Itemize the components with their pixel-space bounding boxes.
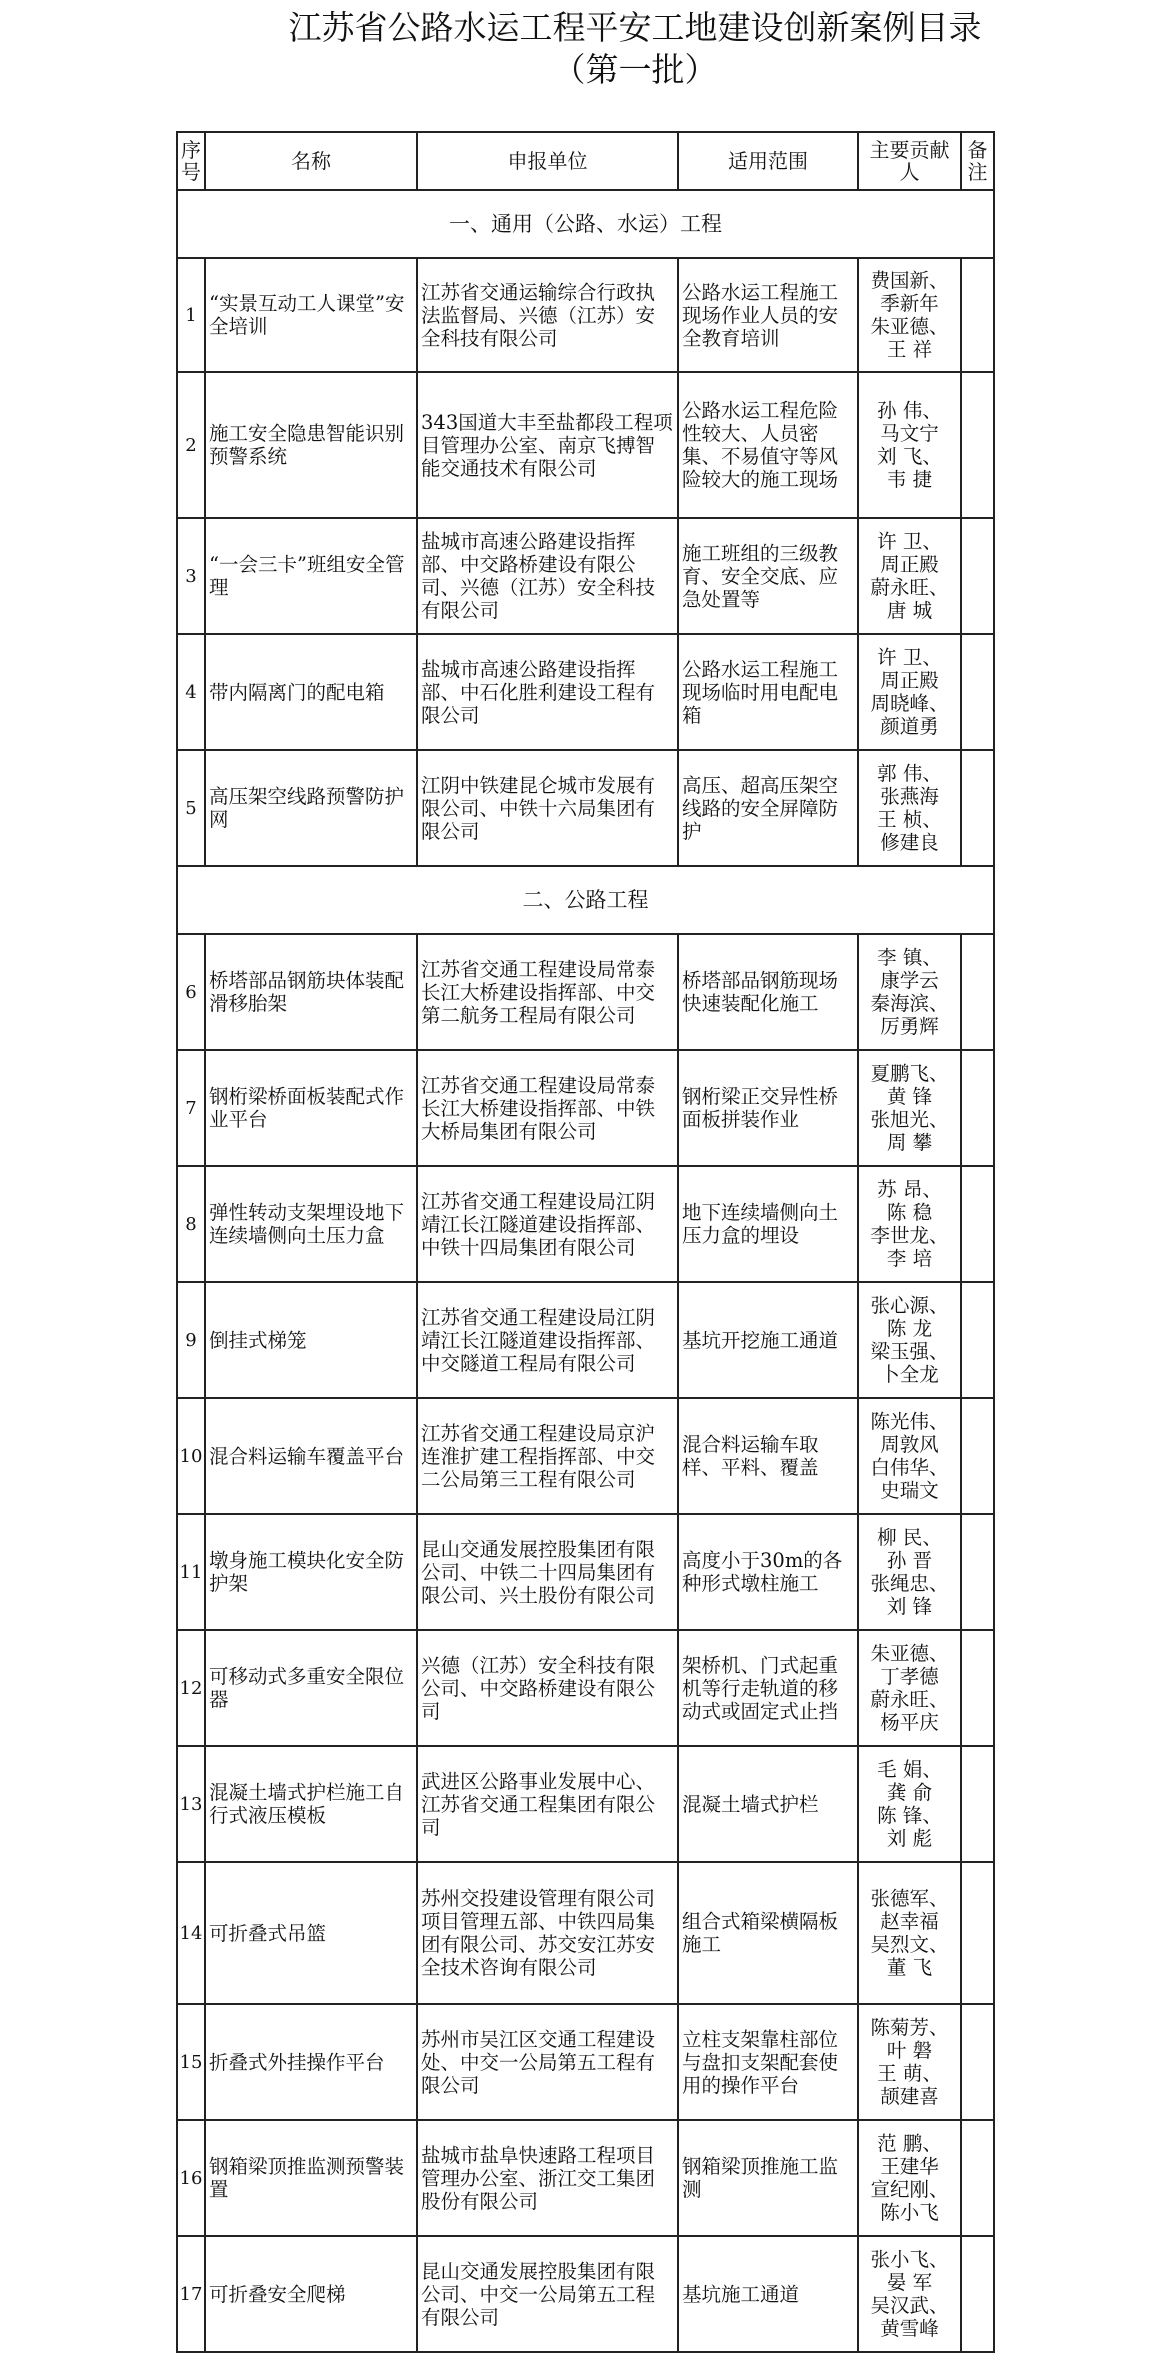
- contributor-name: 蔚永旺、: [870, 1688, 949, 1711]
- cell-remark: [961, 634, 994, 750]
- cell-remark: [961, 1514, 994, 1630]
- cell-scope: 架桥机、门式起重机等行走轨道的移动式或固定式止挡: [678, 1630, 858, 1746]
- cell-scope: 立柱支架靠柱部位与盘扣支架配套使用的操作平台: [678, 2004, 858, 2120]
- contributor-name: 许 卫、: [877, 646, 942, 669]
- cell-no: 9: [177, 1282, 205, 1398]
- section-row-highway: [177, 866, 994, 934]
- cell-unit: 343国道大丰至盐都段工程项目管理办公室、南京飞搏智能交通技术有限公司: [417, 372, 678, 518]
- header-remark: 备注: [961, 132, 994, 190]
- cell-unit: 江阴中铁建昆仑城市发展有限公司、中铁十六局集团有限公司: [417, 750, 678, 866]
- cell-people: [858, 372, 961, 518]
- cell-name: 钢桁梁桥面板装配式作业平台: [205, 1050, 417, 1166]
- contributor-name: 王 桢、: [877, 808, 942, 831]
- cell-no: 7: [177, 1050, 205, 1166]
- table-row: [177, 1166, 994, 1282]
- cell-unit: 江苏省交通工程建设局常泰长江大桥建设指挥部、中铁大桥局集团有限公司: [417, 1050, 678, 1166]
- contributor-name: 刘 彪: [886, 1827, 933, 1850]
- page-subtitle: （第一批）: [552, 50, 718, 89]
- cell-people: [858, 1746, 961, 1862]
- contributor-name: 周 攀: [886, 1131, 933, 1154]
- contributor-name: 卜全龙: [880, 1363, 939, 1386]
- table-header-row: [177, 132, 994, 190]
- contributor-name: 费国新、: [870, 269, 949, 292]
- contributor-name: 丁孝德: [880, 1665, 939, 1688]
- case-table: [176, 131, 995, 2353]
- contributor-name: 朱亚德、: [870, 315, 949, 338]
- cell-people: [858, 1630, 961, 1746]
- contributor-name: 张燕海: [880, 785, 939, 808]
- contributor-name: 杨平庆: [880, 1711, 939, 1734]
- contributor-name: 季新年: [880, 292, 939, 315]
- cell-name: 高压架空线路预警防护网: [205, 750, 417, 866]
- cell-scope: 公路水运工程施工现场作业人员的安全教育培训: [678, 258, 858, 372]
- table-row: [177, 1862, 994, 2004]
- contributor-name: 王 萌、: [877, 2062, 942, 2085]
- cell-people: [858, 1050, 961, 1166]
- cell-name: “一会三卡”班组安全管理: [205, 518, 417, 634]
- contributor-name: 周正殿: [880, 669, 939, 692]
- cell-people: [858, 518, 961, 634]
- table-row: [177, 1282, 994, 1398]
- contributor-name: 刘 飞、: [877, 445, 942, 468]
- cell-people: [858, 750, 961, 866]
- cell-no: 4: [177, 634, 205, 750]
- cell-people: [858, 2236, 961, 2352]
- contributor-name: 周正殿: [880, 553, 939, 576]
- cell-remark: [961, 372, 994, 518]
- contributor-name: 王 祥: [886, 338, 933, 361]
- contributor-name: 刘 锋: [886, 1595, 933, 1618]
- contributor-name: 苏 昂、: [877, 1178, 942, 1201]
- cell-remark: [961, 258, 994, 372]
- cell-no: 12: [177, 1630, 205, 1746]
- cell-scope: 桥塔部品钢筋现场快速装配化施工: [678, 934, 858, 1050]
- contributor-name: 李 镇、: [877, 946, 942, 969]
- contributor-name: 周晓峰、: [870, 692, 949, 715]
- contributor-name: 赵幸福: [880, 1910, 939, 1933]
- cell-people: [858, 2120, 961, 2236]
- table-row: [177, 1746, 994, 1862]
- table-row: [177, 1398, 994, 1514]
- contributor-name: 修建良: [880, 831, 939, 854]
- cell-remark: [961, 1398, 994, 1514]
- cell-unit: 盐城市高速公路建设指挥部、中石化胜利建设工程有限公司: [417, 634, 678, 750]
- cell-remark: [961, 2236, 994, 2352]
- cell-no: 17: [177, 2236, 205, 2352]
- contributor-name: 宣纪刚、: [870, 2178, 949, 2201]
- cell-no: 13: [177, 1746, 205, 1862]
- table-row: [177, 372, 994, 518]
- cell-remark: [961, 750, 994, 866]
- table-row: [177, 1630, 994, 1746]
- contributor-name: 孙 晋: [886, 1549, 933, 1572]
- table-row: [177, 2120, 994, 2236]
- contributor-name: 陈 锋、: [877, 1804, 942, 1827]
- cell-name: “实景互动工人课堂”安全培训: [205, 258, 417, 372]
- table-row: [177, 1050, 994, 1166]
- section-title: 一、通用（公路、水运）工程: [177, 190, 994, 258]
- cell-no: 15: [177, 2004, 205, 2120]
- cell-people: [858, 258, 961, 372]
- cell-name: 墩身施工模块化安全防护架: [205, 1514, 417, 1630]
- contributor-name: 颜道勇: [880, 715, 939, 738]
- cell-people: [858, 1166, 961, 1282]
- table-row: [177, 750, 994, 866]
- cell-unit: 苏州交投建设管理有限公司项目管理五部、中铁四局集团有限公司、苏交安江苏安全技术咨询有限公司: [417, 1862, 678, 2004]
- cell-name: 混合料运输车覆盖平台: [205, 1398, 417, 1514]
- cell-unit: 昆山交通发展控股集团有限公司、中交一公局第五工程有限公司: [417, 2236, 678, 2352]
- cell-people: [858, 1862, 961, 2004]
- cell-scope: 钢箱梁顶推施工监测: [678, 2120, 858, 2236]
- contributor-name: 龚 俞: [886, 1781, 933, 1804]
- contributor-name: 陈光伟、: [870, 1410, 949, 1433]
- contributor-name: 许 卫、: [877, 530, 942, 553]
- cell-name: 可移动式多重安全限位器: [205, 1630, 417, 1746]
- cell-no: 10: [177, 1398, 205, 1514]
- table-row: [177, 1514, 994, 1630]
- contributor-name: 郭 伟、: [877, 762, 942, 785]
- cell-people: [858, 1282, 961, 1398]
- cell-no: 16: [177, 2120, 205, 2236]
- cell-no: 6: [177, 934, 205, 1050]
- cell-name: 带内隔离门的配电箱: [205, 634, 417, 750]
- contributor-name: 马文宁: [880, 422, 939, 445]
- cell-no: 2: [177, 372, 205, 518]
- contributor-name: 白伟华、: [870, 1456, 949, 1479]
- contributor-name: 张绳忠、: [870, 1572, 949, 1595]
- cell-no: 14: [177, 1862, 205, 2004]
- cell-people: [858, 1398, 961, 1514]
- cell-name: 折叠式外挂操作平台: [205, 2004, 417, 2120]
- contributor-name: 李世龙、: [870, 1224, 949, 1247]
- cell-people: [858, 2004, 961, 2120]
- contributor-name: 王建华: [880, 2155, 939, 2178]
- contributor-name: 陈 龙: [886, 1317, 933, 1340]
- cell-remark: [961, 1282, 994, 1398]
- contributor-name: 毛 娟、: [877, 1758, 942, 1781]
- section-row-general: [177, 190, 994, 258]
- cell-name: 倒挂式梯笼: [205, 1282, 417, 1398]
- contributor-name: 张心源、: [870, 1294, 949, 1317]
- contributor-name: 张小飞、: [870, 2248, 949, 2271]
- contributor-name: 韦 捷: [886, 468, 933, 491]
- contributor-name: 陈菊芳、: [870, 2016, 949, 2039]
- table-row: [177, 2004, 994, 2120]
- cell-remark: [961, 2120, 994, 2236]
- cell-scope: 高压、超高压架空线路的安全屏障防护: [678, 750, 858, 866]
- contributor-name: 晏 军: [886, 2271, 933, 2294]
- cell-name: 施工安全隐患智能识别预警系统: [205, 372, 417, 518]
- cell-scope: 基坑开挖施工通道: [678, 1282, 858, 1398]
- cell-scope: 钢桁梁正交异性桥面板拼装作业: [678, 1050, 858, 1166]
- page-title: 江苏省公路水运工程平安工地建设创新案例目录: [288, 8, 982, 47]
- contributor-name: 夏鹏飞、: [870, 1062, 949, 1085]
- contributor-name: 周敦风: [880, 1433, 939, 1456]
- cell-people: [858, 934, 961, 1050]
- cell-remark: [961, 934, 994, 1050]
- cell-unit: 江苏省交通工程建设局江阴靖江长江隧道建设指挥部、中铁十四局集团有限公司: [417, 1166, 678, 1282]
- cell-scope: 公路水运工程施工现场临时用电配电箱: [678, 634, 858, 750]
- cell-people: [858, 634, 961, 750]
- table-row: [177, 2236, 994, 2352]
- cell-name: 混凝土墙式护栏施工自行式液压模板: [205, 1746, 417, 1862]
- cell-remark: [961, 2004, 994, 2120]
- contributor-name: 陈小飞: [880, 2201, 939, 2224]
- cell-unit: 盐城市高速公路建设指挥部、中交路桥建设有限公司、兴德（江苏）安全科技有限公司: [417, 518, 678, 634]
- contributor-name: 黄雪峰: [880, 2317, 939, 2340]
- cell-scope: 施工班组的三级教育、安全交底、应急处置等: [678, 518, 858, 634]
- cell-remark: [961, 1630, 994, 1746]
- cell-unit: 昆山交通发展控股集团有限公司、中铁二十四局集团有限公司、兴土股份有限公司: [417, 1514, 678, 1630]
- contributor-name: 史瑞文: [880, 1479, 939, 1502]
- contributor-name: 秦海滨、: [870, 992, 949, 1015]
- contributor-name: 蔚永旺、: [870, 576, 949, 599]
- cell-name: 可折叠式吊篮: [205, 1862, 417, 2004]
- cell-remark: [961, 1746, 994, 1862]
- cell-unit: 苏州市吴江区交通工程建设处、中交一公局第五工程有限公司: [417, 2004, 678, 2120]
- cell-remark: [961, 518, 994, 634]
- cell-scope: 基坑施工通道: [678, 2236, 858, 2352]
- cell-scope: 高度小于30m的各种形式墩柱施工: [678, 1514, 858, 1630]
- header-unit: 申报单位: [417, 132, 678, 190]
- cell-scope: 公路水运工程危险性较大、人员密集、不易值守等风险较大的施工现场: [678, 372, 858, 518]
- cell-remark: [961, 1050, 994, 1166]
- cell-name: 桥塔部品钢筋块体装配滑移胎架: [205, 934, 417, 1050]
- contributor-name: 柳 民、: [877, 1526, 942, 1549]
- cell-unit: 江苏省交通工程建设局江阴靖江长江隧道建设指挥部、中交隧道工程局有限公司: [417, 1282, 678, 1398]
- cell-people: [858, 1514, 961, 1630]
- contributor-name: 厉勇辉: [880, 1015, 939, 1038]
- contributor-name: 黄 锋: [886, 1085, 933, 1108]
- cell-name: 可折叠安全爬梯: [205, 2236, 417, 2352]
- cell-scope: 组合式箱梁横隔板施工: [678, 1862, 858, 2004]
- contributor-name: 张德军、: [870, 1887, 949, 1910]
- cell-scope: 地下连续墙侧向土压力盒的埋设: [678, 1166, 858, 1282]
- contributor-name: 陈 稳: [886, 1201, 933, 1224]
- cell-name: 钢箱梁顶推监测预警装置: [205, 2120, 417, 2236]
- contributor-name: 叶 磐: [886, 2039, 933, 2062]
- cell-unit: 盐城市盐阜快速路工程项目管理办公室、浙江交工集团股份有限公司: [417, 2120, 678, 2236]
- cell-no: 1: [177, 258, 205, 372]
- header-scope: 适用范围: [678, 132, 858, 190]
- cell-unit: 武进区公路事业发展中心、江苏省交通工程集团有限公司: [417, 1746, 678, 1862]
- section-title: 二、公路工程: [177, 866, 994, 934]
- contributor-name: 朱亚德、: [870, 1642, 949, 1665]
- contributor-name: 李 培: [886, 1247, 933, 1270]
- cell-no: 3: [177, 518, 205, 634]
- contributor-name: 梁玉强、: [870, 1340, 949, 1363]
- contributor-name: 吴烈文、: [870, 1933, 949, 1956]
- header-no: 序号: [177, 132, 205, 190]
- table-row: [177, 518, 994, 634]
- contributor-name: 范 鹏、: [877, 2132, 942, 2155]
- contributor-name: 吴汉武、: [870, 2294, 949, 2317]
- header-people: 主要贡献人: [858, 132, 961, 190]
- table-row: [177, 634, 994, 750]
- contributor-name: 康学云: [880, 969, 939, 992]
- header-name: 名称: [205, 132, 417, 190]
- cell-no: 11: [177, 1514, 205, 1630]
- table-row: [177, 258, 994, 372]
- contributor-name: 董 飞: [886, 1956, 933, 1979]
- cell-remark: [961, 1862, 994, 2004]
- contributor-name: 孙 伟、: [877, 399, 942, 422]
- cell-no: 8: [177, 1166, 205, 1282]
- cell-scope: 混合料运输车取样、平料、覆盖: [678, 1398, 858, 1514]
- table-row: [177, 934, 994, 1050]
- cell-no: 5: [177, 750, 205, 866]
- contributor-name: 颉建喜: [880, 2085, 939, 2108]
- cell-name: 弹性转动支架埋设地下连续墙侧向土压力盒: [205, 1166, 417, 1282]
- cell-unit: 江苏省交通工程建设局京沪连淮扩建工程指挥部、中交二公局第三工程有限公司: [417, 1398, 678, 1514]
- cell-scope: 混凝土墙式护栏: [678, 1746, 858, 1862]
- contributor-name: 张旭光、: [870, 1108, 949, 1131]
- cell-remark: [961, 1166, 994, 1282]
- contributor-name: 唐 城: [886, 599, 933, 622]
- cell-unit: 江苏省交通运输综合行政执法监督局、兴德（江苏）安全科技有限公司: [417, 258, 678, 372]
- cell-unit: 江苏省交通工程建设局常泰长江大桥建设指挥部、中交第二航务工程局有限公司: [417, 934, 678, 1050]
- cell-unit: 兴德（江苏）安全科技有限公司、中交路桥建设有限公司: [417, 1630, 678, 1746]
